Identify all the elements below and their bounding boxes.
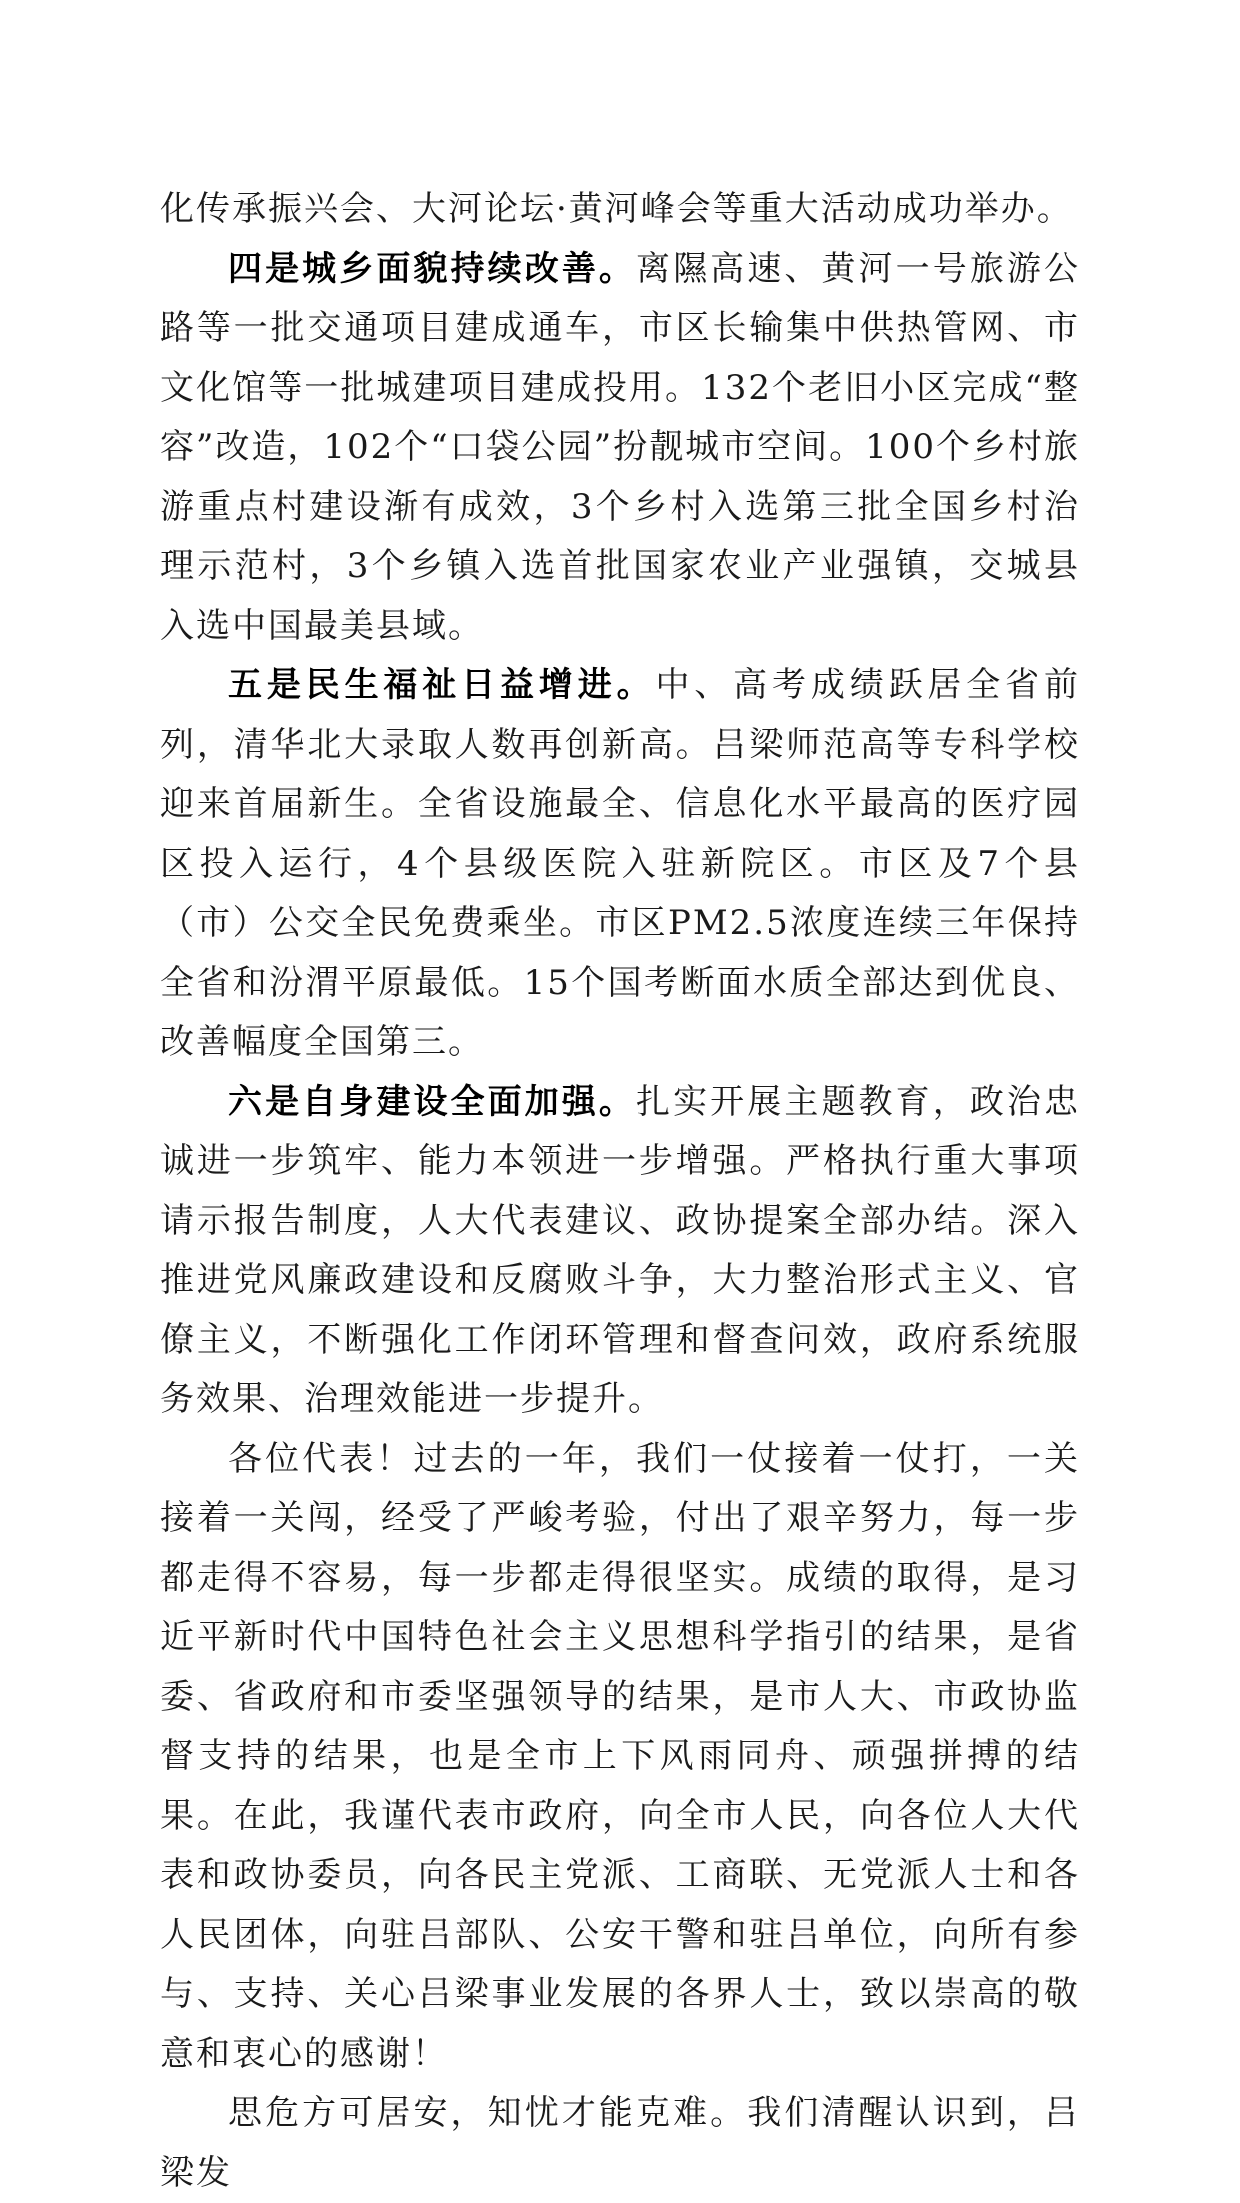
paragraph-body: 思危方可居安，知忧才能克难。我们清醒认识到，吕梁发 — [160, 2093, 1080, 2193]
paragraph-lead: 六是自身建设全面加强。 — [228, 1081, 636, 1122]
paragraph-thanks — [160, 1430, 1080, 2085]
paragraph-self-building — [160, 1073, 1080, 1430]
paragraph-body: 化传承振兴会、大河论坛·黄河峰会等重大活动成功举办。 — [160, 189, 1073, 229]
paragraph-urban-rural — [160, 240, 1080, 657]
paragraph-body: 各位代表！过去的一年，我们一仗接着一仗打，一关接着一关闯，经受了严峻考验，付出了艰辛努力，每一步都走得不容易，每一步都走得很坚实。成绩的取得，是习近平新时代中国特色社会主义思想科学指引的结果，是省委、省政府和市委坚强领导的结果，是市人大、市政协监督支持的结果，也是全市上下风雨同舟、顽强拼搏的结果。在此，我谨代表市政府，向全市人民，向各位人大代表和政协委员，向各民主党派、工商联、无党派人士和各人民团体，向驻吕部队、公安干警和驻吕单位，向所有参与、支持、关心吕梁事业发展的各界人士，致以崇高的敬意和衷心的感谢！ — [160, 1438, 1080, 2074]
document-body — [160, 180, 1080, 2203]
paragraph-body: 离隰高速、黄河一号旅游公路等一批交通项目建成通车，市区长输集中供热管网、市文化馆等一批城建项目建成投用。132个老旧小区完成“整容”改造，102个“口袋公园”扮靓城市空间。100个乡村旅游重点村建设渐有成效，3个乡村入选第三批全国乡村治理示范村，3个乡镇入选首批国家农业产业强镇，交城县入选中国最美县域。 — [160, 248, 1080, 646]
paragraph-lead: 四是城乡面貌持续改善。 — [228, 248, 636, 289]
paragraph-livelihood — [160, 656, 1080, 1073]
paragraph-body: 扎实开展主题教育，政治忠诚进一步筑牢、能力本领进一步增强。严格执行重大事项请示报告制度，人大代表建议、政协提案全部办结。深入推进党风廉政建设和反腐败斗争，大力整治形式主义、官僚主义，不断强化工作闭环管理和督查问效，政府系统服务效果、治理效能进一步提升。 — [160, 1081, 1080, 1419]
paragraph-body: 中、高考成绩跃居全省前列，清华北大录取人数再创新高。吕梁师范高等专科学校迎来首届新生。全省设施最全、信息化水平最高的医疗园区投入运行，4个县级医院入驻新院区。市区及7个县（市）公交全民免费乘坐。市区PM2.5浓度连续三年保持全省和汾渭平原最低。15个国考断面水质全部达到优良、改善幅度全国第三。 — [160, 665, 1081, 1062]
paragraph-lead: 五是民生福祉日益增进。 — [228, 665, 656, 705]
paragraph-challenges — [160, 2084, 1080, 2203]
paragraph-continued — [160, 180, 1080, 240]
